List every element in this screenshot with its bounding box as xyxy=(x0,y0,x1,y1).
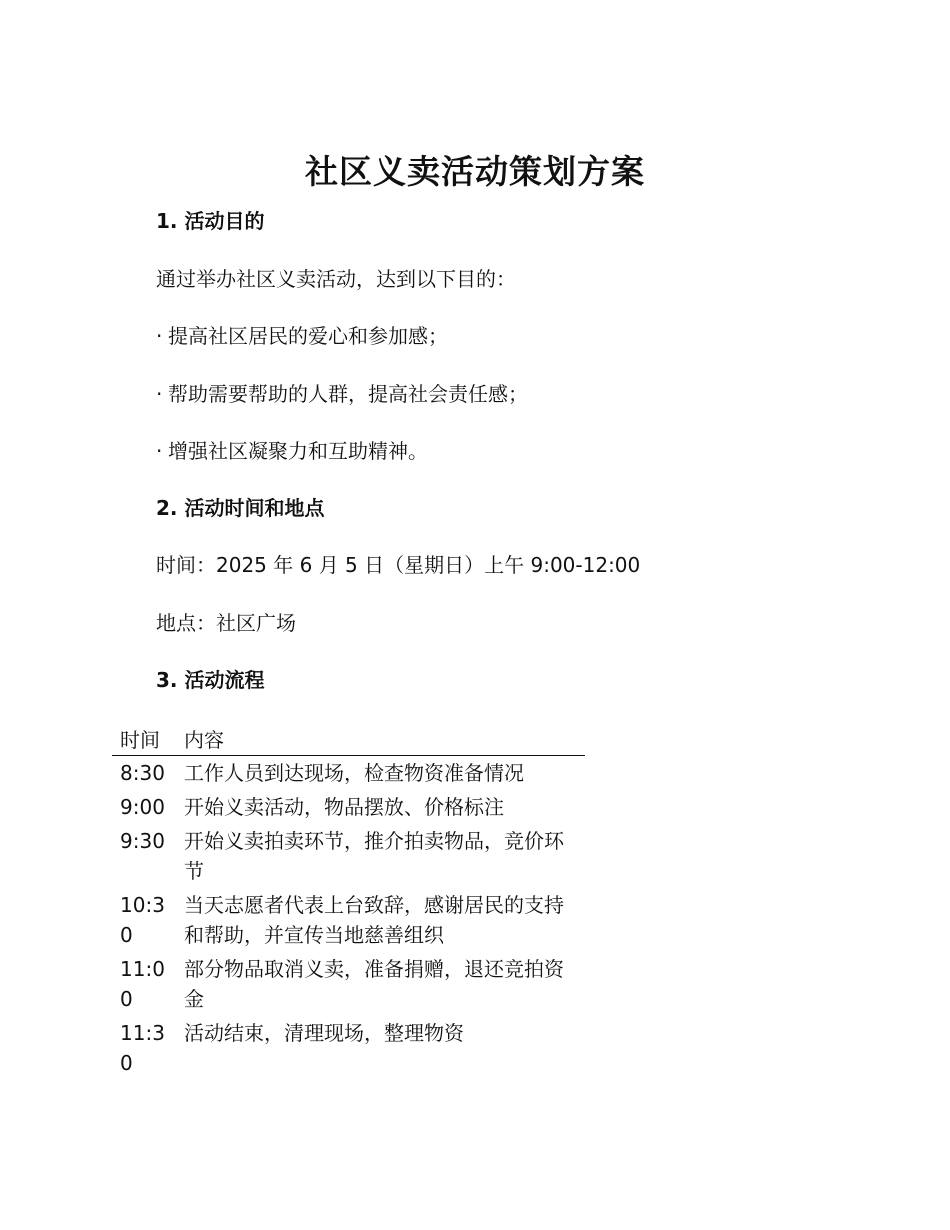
bullet-text: 提高社区居民的爱心和参加感； xyxy=(168,324,448,348)
event-time: 时间：2025 年 6 月 5 日（星期日）上午 9:00-12:00 xyxy=(156,553,641,577)
table-row xyxy=(112,1016,585,1080)
event-place: 地点：社区广场 xyxy=(156,611,296,635)
content-cell: 开始义卖拍卖环节，推介拍卖物品，竞价环节 xyxy=(184,829,564,883)
time-cell: 10:30 xyxy=(120,893,165,947)
table-row xyxy=(112,888,585,952)
bullet-dot-icon: · xyxy=(156,439,163,463)
purpose-bullet xyxy=(156,322,448,350)
column-header-content: 内容 xyxy=(176,725,585,756)
content-cell: 工作人员到达现场，检查物资准备情况 xyxy=(184,761,524,785)
time-cell: 9:30 xyxy=(120,829,165,853)
schedule-table xyxy=(112,725,585,1080)
content-cell: 开始义卖活动，物品摆放、价格标注 xyxy=(184,795,504,819)
bullet-dot-icon: · xyxy=(156,382,163,406)
time-cell: 8:30 xyxy=(120,761,165,785)
time-cell: 11:00 xyxy=(120,957,165,1011)
time-cell: 11:30 xyxy=(120,1021,165,1075)
table-header-row xyxy=(112,725,585,756)
table-row xyxy=(112,790,585,824)
purpose-bullet xyxy=(156,437,428,465)
section-heading-purpose: 1. 活动目的 xyxy=(156,209,265,233)
table-row xyxy=(112,952,585,1016)
table-row xyxy=(112,824,585,888)
time-cell: 9:00 xyxy=(120,795,165,819)
section-heading-process: 3. 活动流程 xyxy=(156,668,265,692)
table-row xyxy=(112,756,585,791)
purpose-intro: 通过举办社区义卖活动，达到以下目的： xyxy=(156,267,516,291)
content-cell: 活动结束，清理现场，整理物资 xyxy=(184,1021,464,1045)
content-cell: 部分物品取消义卖，准备捐赠，退还竞拍资金 xyxy=(184,957,564,1011)
bullet-text: 帮助需要帮助的人群，提高社会责任感； xyxy=(168,382,528,406)
purpose-bullet xyxy=(156,380,528,408)
document-title: 社区义卖活动策划方案 xyxy=(305,152,645,191)
section-heading-time-place: 2. 活动时间和地点 xyxy=(156,496,325,520)
bullet-dot-icon: · xyxy=(156,324,163,348)
column-header-time: 时间 xyxy=(112,725,176,756)
bullet-text: 增强社区凝聚力和互助精神。 xyxy=(168,439,428,463)
content-cell: 当天志愿者代表上台致辞，感谢居民的支持和帮助，并宣传当地慈善组织 xyxy=(184,893,564,947)
